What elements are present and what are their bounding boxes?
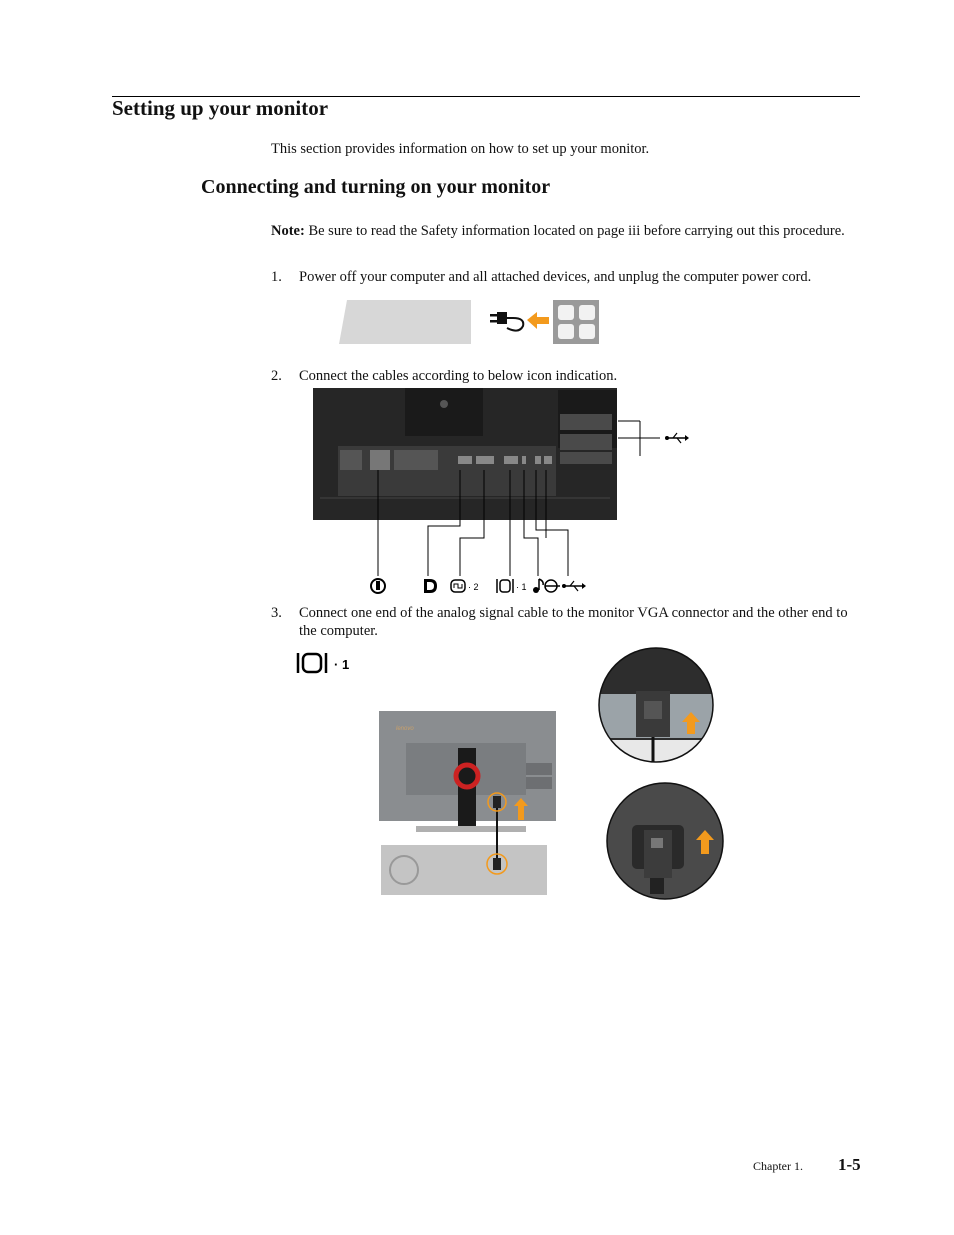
step-2 xyxy=(271,367,861,385)
step-1 xyxy=(271,268,861,286)
computer-shape xyxy=(381,845,547,895)
subsection-title: Connecting and turning on your monitor xyxy=(201,176,551,198)
power-cord-illustration xyxy=(335,296,605,348)
note-label: Note: xyxy=(271,223,305,239)
arrow-left-icon xyxy=(527,312,549,329)
note-text: Be sure to read the Safety information located on page iii before carrying out this procedure. xyxy=(304,223,845,239)
usb-upstream-icon xyxy=(562,581,586,591)
step-3 xyxy=(271,604,861,639)
usb-icon xyxy=(665,433,689,443)
stand-mount xyxy=(405,388,483,436)
step-3-text: Connect one end of the analog signal cable to the monitor VGA connector and the other end to the computer. xyxy=(299,605,848,639)
step-3-number: 3. xyxy=(271,605,282,621)
power-connector-icon xyxy=(371,579,385,593)
monitor-ports-diagram xyxy=(310,386,700,598)
brand-logo: lenovo xyxy=(396,726,414,732)
vga-icon-label xyxy=(296,651,366,675)
monitor-stand xyxy=(458,748,476,832)
vga-icon-text: · 1 xyxy=(334,657,350,672)
wall-outlet-icon xyxy=(553,300,599,344)
step-2-number: 2. xyxy=(271,368,282,384)
step-2-text: Connect the cables according to below icon indication. xyxy=(299,368,618,384)
vga-port-icon xyxy=(497,579,527,593)
vga-port-label: · 1 xyxy=(516,582,527,592)
displayport-icon xyxy=(424,579,437,593)
vga-connection-illustration xyxy=(376,708,560,898)
footer-page-number: 1-5 xyxy=(838,1155,861,1174)
section-title: Setting up your monitor xyxy=(112,96,329,120)
zoom-detail-bottom xyxy=(604,780,726,902)
footer-chapter: Chapter 1. xyxy=(753,1159,803,1173)
zoom-detail-top xyxy=(596,646,716,766)
audio-music-note-icon xyxy=(533,579,560,593)
step-1-text: Power off your computer and all attached devices, and unplug the computer power cord. xyxy=(299,269,812,285)
computer-panel-shape xyxy=(339,300,471,344)
note-paragraph xyxy=(271,221,851,241)
dvi-port-label: · 2 xyxy=(468,582,479,592)
power-plug-icon xyxy=(490,312,523,331)
step-1-number: 1. xyxy=(271,269,282,285)
power-port xyxy=(370,450,390,470)
section-intro: This section provides information on how to set up your monitor. xyxy=(271,141,650,157)
dvi-icon xyxy=(451,580,479,592)
